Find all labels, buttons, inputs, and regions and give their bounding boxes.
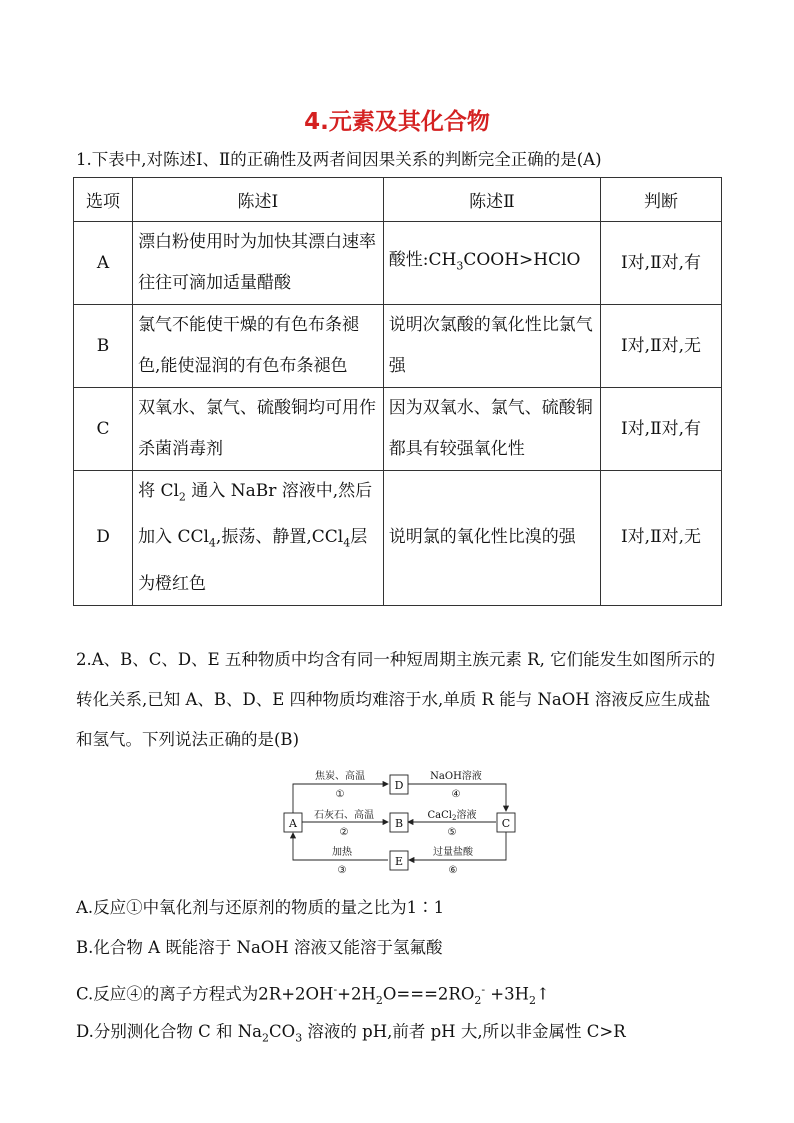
header-statement-1: 陈述Ⅰ bbox=[133, 178, 384, 222]
row-option: A bbox=[74, 222, 133, 305]
subscript: 2 bbox=[262, 1031, 270, 1045]
text-part: O===2RO bbox=[382, 984, 475, 1004]
text-part: 酸性:CH bbox=[388, 249, 457, 270]
subscript: 3 bbox=[456, 259, 464, 273]
subscript: 4 bbox=[343, 536, 351, 550]
reaction-1-label: 焦炭、高温 bbox=[315, 771, 365, 782]
reaction-4-number: ④ bbox=[451, 789, 461, 800]
conversion-diagram bbox=[280, 766, 520, 876]
text-part: CO bbox=[269, 1022, 296, 1041]
reaction-6-number: ⑥ bbox=[448, 865, 458, 876]
reaction-4-label: NaOH溶液 bbox=[430, 771, 482, 782]
page-title: 4.元素及其化合物 bbox=[304, 109, 490, 135]
reaction-2-label: 石灰石、高温 bbox=[314, 810, 374, 821]
text-part: C.反应④的离子方程式为2R+2OH bbox=[76, 984, 334, 1004]
row-statement-1: 漂白粉使用时为加快其漂白速率往往可滴加适量醋酸 bbox=[133, 222, 384, 305]
row-statement-2 bbox=[383, 222, 600, 305]
text-part: +3H bbox=[485, 984, 530, 1004]
text-part: COOH>HClO bbox=[463, 249, 581, 270]
node-e-label: E bbox=[394, 855, 404, 868]
text-part: +2H bbox=[337, 984, 376, 1004]
option-a: A.反应①中氧化剂与还原剂的物质的量之比为1∶1 bbox=[76, 898, 445, 917]
row-judgement: Ⅰ对,Ⅱ对,有 bbox=[600, 222, 721, 305]
header-statement-2: 陈述Ⅱ bbox=[383, 178, 600, 222]
option-b: B.化合物 A 既能溶于 NaOH 溶液又能溶于氢氟酸 bbox=[76, 938, 443, 957]
row-judgement: Ⅰ对,Ⅱ对,无 bbox=[600, 471, 721, 606]
text-part: 将 Cl bbox=[138, 481, 179, 501]
node-d-label: D bbox=[394, 779, 404, 792]
option-c bbox=[76, 975, 550, 1016]
text-part: D.分别测化合物 C 和 Na bbox=[76, 1022, 263, 1041]
row-judgement: Ⅰ对,Ⅱ对,无 bbox=[600, 305, 721, 388]
reaction-5-label bbox=[428, 808, 477, 822]
row-statement-2: 说明氯的氧化性比溴的强 bbox=[383, 471, 600, 606]
text-part: ,振荡、静置,CCl bbox=[215, 527, 344, 548]
row-option: B bbox=[74, 305, 133, 388]
question-2-stem: 2.A、B、C、D、E 五种物质中均含有同一种短周期主族元素 R, 它们能发生如图所示的转化关系,已知 A、B、D、E 四种物质均难溶于水,单质 R 能与 NaOH 溶液反应生成盐和氢气。下列说法正确的是(B) bbox=[76, 650, 716, 749]
text-part: 层为橙红色 bbox=[138, 527, 368, 594]
text-part: ↑ bbox=[536, 984, 550, 1004]
text-part: CaCl bbox=[427, 810, 452, 821]
row-statement-1 bbox=[133, 471, 384, 606]
subscript: 2 bbox=[529, 993, 537, 1007]
row-judgement: Ⅰ对,Ⅱ对,有 bbox=[600, 388, 721, 471]
question-1-table bbox=[73, 177, 722, 606]
reaction-3-label: 加热 bbox=[332, 847, 352, 858]
reaction-1-number: ① bbox=[335, 789, 345, 800]
node-a-label: A bbox=[289, 817, 297, 830]
row-statement-1: 氯气不能使干燥的有色布条褪色,能使湿润的有色布条褪色 bbox=[133, 305, 384, 388]
subscript: 2 bbox=[178, 490, 186, 504]
option-d bbox=[76, 1017, 626, 1053]
row-option: C bbox=[74, 388, 133, 471]
row-statement-1: 双氧水、氯气、硫酸铜均可用作杀菌消毒剂 bbox=[133, 388, 384, 471]
text-part: 溶液的 pH,前者 pH 大,所以非金属性 C>R bbox=[302, 1022, 626, 1041]
reaction-5-number: ⑤ bbox=[447, 827, 457, 838]
table-row bbox=[74, 471, 722, 606]
subscript: 2 bbox=[474, 993, 482, 1007]
table-header-row bbox=[74, 178, 722, 222]
question-1-stem: 1.下表中,对陈述Ⅰ、Ⅱ的正确性及两者间因果关系的判断完全正确的是(A) bbox=[76, 150, 602, 169]
subscript: 3 bbox=[295, 1031, 303, 1045]
header-judgement: 判断 bbox=[600, 178, 721, 222]
table-row bbox=[74, 388, 722, 471]
subscript: 2 bbox=[375, 993, 383, 1007]
superscript: - bbox=[481, 983, 486, 996]
row-statement-2: 因为双氧水、氯气、硫酸铜都具有较强氧化性 bbox=[383, 388, 600, 471]
text-part: 溶液 bbox=[456, 810, 477, 821]
reaction-2-number: ② bbox=[339, 827, 349, 838]
table-row bbox=[74, 222, 722, 305]
header-option: 选项 bbox=[74, 178, 133, 222]
row-option: D bbox=[74, 471, 133, 606]
text-part: 通入 NaBr 溶液中,然后加入 CCl bbox=[138, 481, 373, 548]
table-row bbox=[74, 305, 722, 388]
superscript: - bbox=[333, 983, 338, 996]
node-c-label: C bbox=[501, 817, 511, 830]
row-statement-2: 说明次氯酸的氧化性比氯气强 bbox=[383, 305, 600, 388]
subscript: 4 bbox=[208, 536, 216, 550]
subscript: 2 bbox=[452, 814, 457, 822]
node-b-label: B bbox=[394, 817, 404, 830]
reaction-3-number: ③ bbox=[337, 865, 347, 876]
reaction-6-label: 过量盐酸 bbox=[433, 847, 473, 858]
